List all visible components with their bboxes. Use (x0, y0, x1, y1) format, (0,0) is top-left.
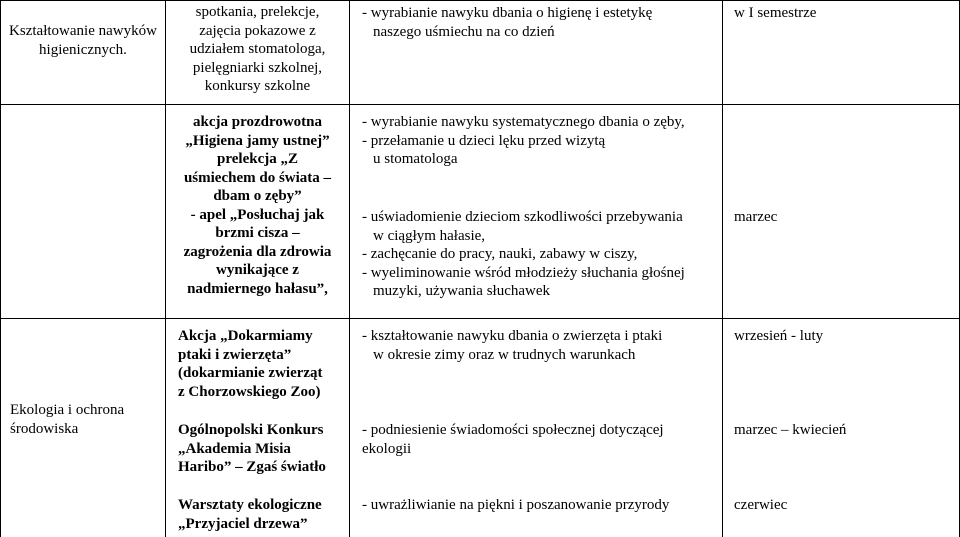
goal-line: - wyrabianie nawyku systematycznego dbania o zęby, (362, 114, 685, 130)
activity-line: „Przyjaciel drzewa” (178, 515, 308, 532)
row3-activities-b (178, 421, 348, 477)
row-divider-2 (0, 318, 960, 319)
activity-line: „Akademia Misia (178, 440, 291, 457)
activity-line: Warsztaty ekologiczne (178, 497, 322, 513)
activity-line: pielęgniarki szkolnej, (192, 59, 323, 76)
term-text: marzec – kwiecień (734, 422, 847, 438)
activity-line: wynikające z (216, 262, 299, 278)
row1-term (734, 4, 954, 23)
goal-line: - uświadomienie dzieciom szkodliwości przebywania (362, 209, 683, 225)
activity-line: „Higiena jamy ustnej” (185, 132, 330, 149)
goal-line: - uwrażliwianie na piękni i poszanowanie przyrody (362, 497, 670, 513)
activity-line: prelekcja „Z (217, 151, 298, 167)
activity-line: Akcja „Dokarmiamy (178, 328, 313, 344)
activity-line: dbam o zęby” (213, 188, 302, 204)
row2-term (734, 208, 954, 227)
activity-line: Haribo” – Zgaś światło (178, 459, 326, 475)
activity-line: (dokarmianie zwierząt (178, 365, 323, 381)
row-divider-1 (0, 104, 960, 105)
row3-goals-c (362, 496, 720, 515)
goal-line: - zachęcanie do pracy, nauki, zabawy w ciszy, (362, 246, 638, 262)
row3-term-c (734, 496, 954, 515)
row3-term-b (734, 421, 954, 440)
row3-category-text: Ekologia i ochrona środowiska (10, 402, 125, 437)
goal-line: w okresie zimy oraz w trudnych warunkach (373, 346, 636, 363)
activity-line: udziałem stomatologa, (189, 41, 326, 57)
goal-line: u stomatologa (373, 151, 458, 167)
activity-line: z Chorzowskiego Zoo) (178, 383, 321, 400)
term-text: wrzesień - luty (734, 328, 824, 344)
row3-goals-b (362, 421, 720, 458)
goal-line: - wyeliminowanie wśród młodzieży słuchania głośnej (362, 264, 685, 281)
goal-line: ekologii (362, 440, 412, 457)
row3-goals-a (362, 327, 720, 364)
row3-activities-c (178, 496, 348, 533)
activity-line: ptaki i zwierzęta” (178, 346, 292, 363)
col-divider-2 (349, 0, 350, 537)
row3-term-a (734, 327, 954, 346)
table-border-top (0, 0, 960, 1)
row1-goals (362, 4, 720, 41)
row1-category-text: Kształtowanie nawyków higienicznych. (9, 23, 157, 58)
activity-line: Ogólnopolski Konkurs (178, 422, 324, 438)
row3-category (10, 401, 164, 438)
row2-goals-a (362, 113, 720, 169)
activity-line: zagrożenia dla zdrowia (183, 243, 332, 260)
row1-activities (166, 3, 349, 96)
goal-line: w ciągłym hałasie, (373, 227, 486, 244)
col-divider-0 (0, 0, 1, 537)
activity-line: nadmiernego hałasu”, (187, 280, 328, 297)
goal-line: - kształtowanie nawyku dbania o zwierzęta i ptaki (362, 328, 663, 344)
goal-line: - podniesienie świadomości społecznej dotyczącej (362, 422, 664, 438)
term-text: czerwiec (734, 497, 788, 513)
activity-line: spotkania, prelekcje, (195, 4, 320, 20)
row2-goals-b (362, 208, 720, 301)
col-divider-3 (722, 0, 723, 537)
activity-line: brzmi cisza – (215, 225, 300, 241)
term-text: w I semestrze (734, 5, 817, 21)
goal-line: - przełamanie u dzieci lęku przed wizytą (362, 132, 606, 149)
activity-line: zajęcia pokazowe z (199, 22, 316, 39)
row1-category (2, 22, 164, 59)
goal-line: muzyki, używania słuchawek (373, 283, 551, 299)
activity-line: uśmiechem do świata – (183, 169, 332, 186)
goal-line: - wyrabianie nawyku dbania o higienę i estetykę (362, 5, 653, 21)
activity-line: konkursy szkolne (204, 78, 311, 94)
activity-line: - apel „Posłuchaj jak (190, 206, 325, 223)
goal-line: naszego uśmiechu na co dzień (373, 23, 555, 40)
row3-activities-a (178, 327, 348, 401)
term-text: marzec (734, 209, 778, 225)
activity-line: akcja prozdrowotna (192, 114, 323, 130)
row2-activities (166, 113, 349, 298)
